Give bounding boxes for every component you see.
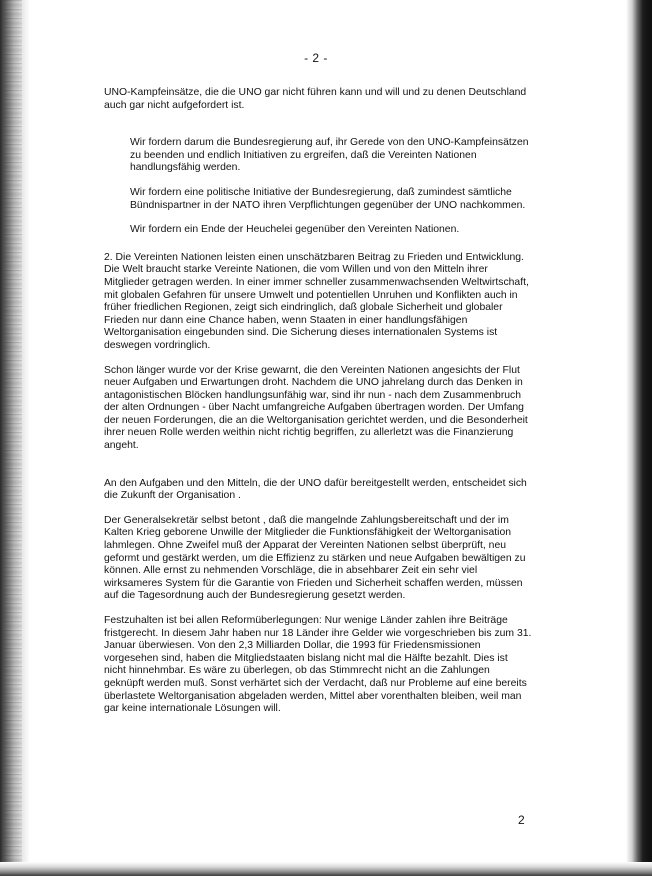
paragraph-reform: Festzuhalten ist bei allen Reformüberlegungen: Nur wenige Länder zahlen ihre Beiträge fristgerecht. In diesem Jahr haben nur 18 Länder ihre Gelder wie vorgeschrieben bis zum 31. Januar überwiesen. Von den 2,3 Milliarden Dollar, die 1993 für Friedensmissionen vorgesehen sind, haben die Mitgliedstaaten bislang nicht mal die Hälfte bezahlt. Dies ist nicht hinnehmbar. Es wäre zu überlegen, ob das Stimmrecht nicht an die Zahlungen geknüpft werden muß. Sonst verhärtet sich der Verdacht, daß nur Probleme auf eine bereits überlastete Weltorganisation abgeladen werden, Mittel aber vorenthalten bleiben, weil man gar keine internationale Lösungen will. bbox=[104, 615, 532, 715]
paragraph-crisis: Schon länger wurde vor der Krise gewarnt, die den Vereinten Nationen angesichts der Flut neuer Aufgaben und Erwartungen droht. Nachdem die UNO jahrelang durch das Denken in antagonistischen Blöcken handlungsunfähig war, sind ihr nun - nach dem Zusammenbruch der alten Ordnungen - über Nacht umfangreiche Aufgaben übertragen worden. Der Umfang der neuen Forderungen, die an die Weltorganisation gerichtet werden, und die Besonderheit ihrer neuen Rolle werden weithin nicht richtig begriffen, zu allerletzt was die Finanzierung angeht. bbox=[104, 364, 528, 452]
page-header: - 2 - bbox=[304, 51, 328, 65]
paragraph-section-2: 2. Die Vereinten Nationen leisten einen unschätzbaren Beitrag zu Frieden und Entwicklung. Die Welt braucht starke Vereinte Nationen, die vom Willen und von den Mitteln ihrer Mitglieder getragen werden. In einer immer schneller zusammenwachsenden Weltwirtschaft, mit globalen Gefahren für unsere Umwelt und potentiellen Unruhen und Konflikten auch in früher friedlichen Regionen, zeigt sich eindringlich, daß globale Sicherheit und globaler Frieden nur dann eine Chance haben, wenn Staaten in einer handlungsfähigen Weltorganisation eingebunden sind. Die Sicherung dieses internationalen Systems ist deswegen vordringlich. bbox=[104, 251, 529, 351]
demand-2: Wir fordern eine politische Initiative der Bundesregierung, daß zumindest sämtliche Bündnispartner in der NATO ihren Verpflichtungen gegenüber der UNO nachkommen. bbox=[130, 186, 526, 211]
scan-shadow-right bbox=[626, 0, 652, 876]
demand-3: Wir fordern ein Ende der Heuchelei gegenüber den Vereinten Nationen. bbox=[130, 224, 460, 236]
page-number: 2 bbox=[518, 813, 525, 827]
scan-shadow-bottom bbox=[0, 862, 652, 876]
document-body bbox=[104, 87, 532, 716]
paragraph-future: An den Aufgaben und den Mitteln, die der UNO dafür bereitgestellt werden, entscheidet sich die Zukunft der Organisation . bbox=[104, 477, 527, 502]
paragraph-secretary-general: Der Generalsekretär selbst betont , daß die mangelnde Zahlungsbereitschaft und der im Kalten Krieg geborene Unwille der Mitglieder die Funktionsfähigkeit der Weltorganisation lahmlegen. Ohne Zweifel muß der Apparat der Vereinten Nationen selbst überprüft, neu geformt und gestärkt werden, um die Effizienz zu stärken und neue Aufgaben bewältigen zu können. Alle ernst zu nehmenden Vorschläge, die in absehbarer Zeit ein sehr viel wirksameres System für die Garantie von Frieden und Sicherheit schaffen werden, müssen auf die Tagesordnung auch der Bundesregierung gesetzt werden. bbox=[104, 514, 526, 602]
paragraph-1: UNO-Kampfeinsätze, die die UNO gar nicht führen kann und will und zu denen Deutschland auch gar nicht aufgefordert ist. bbox=[104, 87, 527, 111]
demand-1: Wir fordern darum die Bundesregierung auf, ihr Gerede von den UNO-Kampfeinsätzen zu beenden und endlich Initiativen zu ergreifen, daß die Vereinten Nationen handlungsfähig werden. bbox=[130, 137, 529, 174]
scan-shadow-left bbox=[0, 0, 30, 876]
